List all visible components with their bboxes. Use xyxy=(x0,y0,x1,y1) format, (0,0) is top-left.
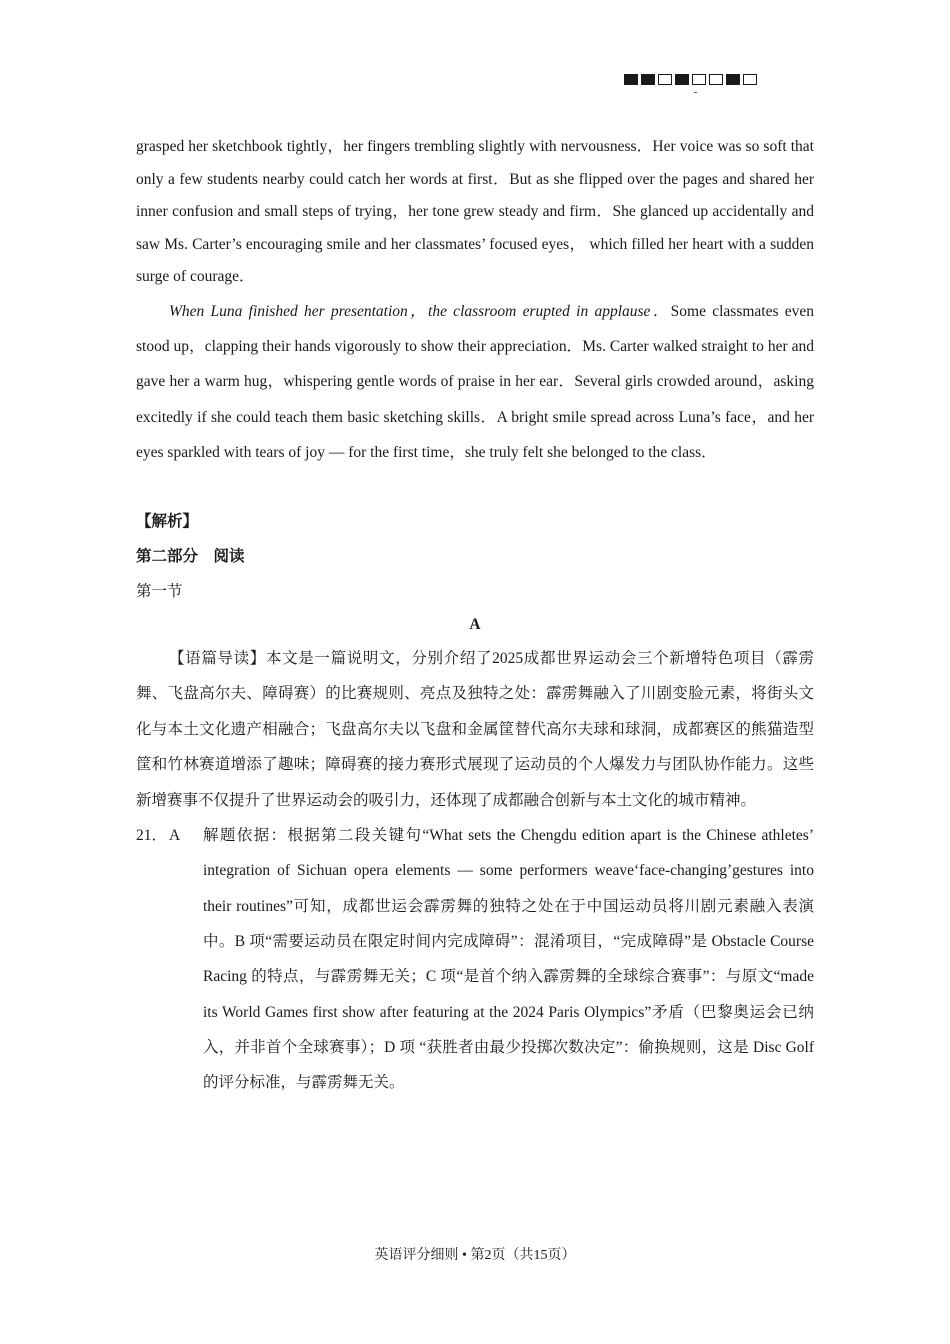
reading-guide: 【语篇导读】本文是一篇说明文，分别介绍了2025成都世界运动会三个新增特色项目（霹雳舞、飞盘高尔夫、障碍赛）的比赛规则、亮点及独特之处：霹雳舞融入了川剧变脸元素，将街头文化与本土文化遗产相融合；飞盘高尔夫以飞盘和金属筐替代高尔夫球和球洞，成都赛区的熊猫造型筐和竹林赛道增添了趣味；障碍赛的接力赛形式展现了运动员的个人爆发力与团队协作能力。这些新增赛事不仅提升了世界运动会的吸引力，还体现了成都融合创新与本土文化的城市精神。 xyxy=(136,649,814,809)
header-mark xyxy=(624,74,638,85)
header-mark xyxy=(675,74,689,85)
question-number: 21． xyxy=(136,827,168,845)
page-footer: 英语评分细则 • 第2页（共15页） xyxy=(374,1248,576,1263)
passage-letter: A xyxy=(469,615,481,633)
continuation-text: Some classmates even stood up，clapping their hands vigorously to show their appreciation．Ms. Carter walked straight to her and gave her a warm hug，whispering gentle words of praise in her ear．Several girls crowded around，asking excitedly if she could teach them basic sketching skills．A bright smile spread across Luna’s face，and her eyes sparkled with tears of joy — for the first time，she truly felt she belonged to the class． xyxy=(136,302,815,461)
given-sentence: When Luna finished her presentation，the classroom erupted in applause． xyxy=(169,302,671,320)
header-mark xyxy=(658,74,672,85)
question-answer: A xyxy=(169,827,181,845)
header-code-marks xyxy=(624,74,757,85)
header-mark xyxy=(709,74,723,85)
page-content xyxy=(136,131,814,1100)
question-explanation: 解题依据：根据第二段关键句“What sets the Chengdu edition apart is the Chinese athletes’ integration of Sichuan opera elements — some performers weave‘face-changing’gestures into their routines”可知，成都世运会霹雳舞的独特之处在于中国运动员将川剧元素融入表演中。B 项“需要运动员在限定时间内完成障碍”：混淆项目，“完成障碍”是 Obstacle Course Racing 的特点，与霹雳舞无关；C 项“是首个纳入霹雳舞的全球综合赛事”：与原文“made its World Games first show after featuring at the 2024 Paris Olympics”矛盾（巴黎奥运会已纳入，并非首个全球赛事）；D 项 “获胜者由最少投掷次数决定”：偷换规则，这是 Disc Golf 的评分标准，与霹雳舞无关。 xyxy=(203,827,814,1092)
header-mark xyxy=(726,74,740,85)
header-mark xyxy=(641,74,655,85)
header-dot xyxy=(694,92,697,93)
header-mark xyxy=(743,74,757,85)
section-heading: 第一节 xyxy=(136,582,183,600)
question-21 xyxy=(136,818,814,1100)
header-mark xyxy=(692,74,706,85)
analysis-section xyxy=(136,504,814,609)
part-heading: 第二部分 阅读 xyxy=(136,547,245,565)
analysis-label: 【解析】 xyxy=(136,512,199,530)
passage-paragraph-2 xyxy=(136,294,814,470)
passage-paragraph-1: grasped her sketchbook tightly，her fingers trembling slightly with nervousness．Her voice was so soft that only a few students nearby could catch her words at first．But as she flipped over the pages and shared her inner confusion and small steps of trying，her tone grew steady and firm．She glanced up accidentally and saw Ms. Carter’s encouraging smile and her classmates’ focused eyes， which filled her heart with a sudden surge of courage． xyxy=(136,138,814,286)
